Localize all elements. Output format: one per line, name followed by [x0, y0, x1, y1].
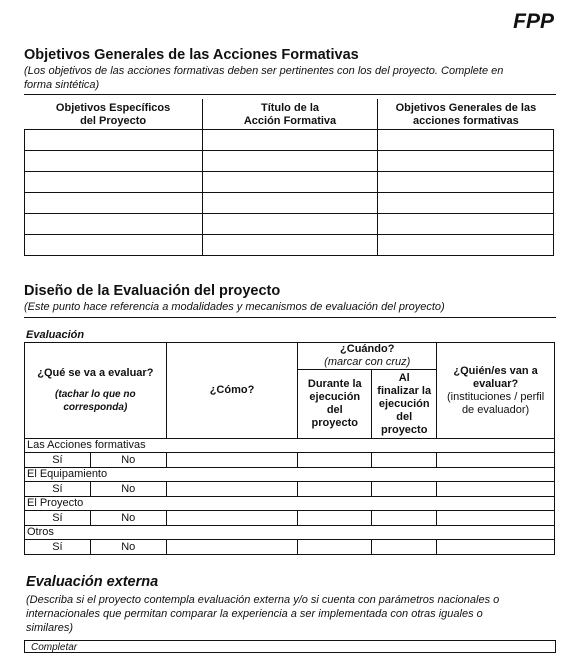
cell-input[interactable] [202, 151, 378, 172]
cell-input[interactable] [378, 193, 554, 214]
section2-rule [24, 317, 556, 318]
who-input[interactable] [437, 540, 555, 555]
cell-input[interactable] [202, 130, 378, 151]
cell-input[interactable] [25, 130, 203, 151]
end-checkbox[interactable] [372, 511, 437, 526]
table-row [25, 172, 554, 193]
end-checkbox[interactable] [372, 540, 437, 555]
item-label-project: El Proyecto [25, 497, 555, 511]
yes-option[interactable]: Sí [25, 540, 91, 555]
complete-field[interactable]: Completar [24, 640, 556, 653]
how-input[interactable] [166, 482, 298, 497]
section1-note-line2: forma sintética) [24, 79, 100, 91]
table-row [25, 235, 554, 256]
cell-input[interactable] [202, 235, 378, 256]
cell-input[interactable] [25, 172, 203, 193]
cell-input[interactable] [202, 193, 378, 214]
who-input[interactable] [437, 511, 555, 526]
item-label-others: Otros [25, 526, 555, 540]
section3-title: Evaluación externa [26, 574, 159, 590]
how-input[interactable] [166, 540, 298, 555]
during-checkbox[interactable] [298, 453, 372, 468]
how-header: ¿Cómo? [166, 343, 298, 439]
cell-input[interactable] [378, 235, 554, 256]
objectives-table [24, 99, 554, 256]
who-input[interactable] [437, 453, 555, 468]
table-row [25, 130, 554, 151]
no-option[interactable]: No [90, 453, 166, 468]
yes-option[interactable]: Sí [25, 482, 91, 497]
during-checkbox[interactable] [298, 482, 372, 497]
section2-note: (Este punto hace referencia a modalidades y mecanismos de evaluación del proyecto) [24, 301, 445, 313]
form-code: FPP [513, 10, 554, 33]
section1-rule [24, 94, 556, 95]
col-header-action-title: Título de la Acción Formativa [202, 99, 378, 130]
cell-input[interactable] [378, 214, 554, 235]
section1-note-line1: (Los objetivos de las acciones formativas deben ser pertinentes con los del proyecto. Complete en [24, 65, 504, 77]
col-header-specific-objectives: Objetivos Específicos del Proyecto [25, 99, 203, 130]
evaluation-label: Evaluación [26, 329, 85, 341]
end-checkbox[interactable] [372, 482, 437, 497]
when-header: ¿Cuándo? (marcar con cruz) [298, 343, 437, 370]
cell-input[interactable] [25, 151, 203, 172]
section3-note-line2: internacionales que permitan comparar la experiencia a ser implementada con otras iguales o [26, 608, 483, 620]
who-header: ¿Quién/es van a evaluar? (instituciones / perfil de evaluador) [437, 343, 555, 439]
what-header: ¿Qué se va a evaluar? (tachar lo que no corresponda) [25, 343, 167, 439]
evaluation-table [24, 342, 555, 555]
cell-input[interactable] [202, 214, 378, 235]
section3-note-line1: (Describa si el proyecto contempla evaluación externa y/o si cuenta con parámetros nacionales o [26, 594, 500, 606]
cell-input[interactable] [378, 151, 554, 172]
item-label-equipment: El Equipamiento [25, 468, 555, 482]
cell-input[interactable] [25, 214, 203, 235]
no-option[interactable]: No [90, 511, 166, 526]
no-option[interactable]: No [90, 482, 166, 497]
yes-option[interactable]: Sí [25, 453, 91, 468]
section3-note-line3: similares) [26, 622, 74, 634]
col-header-general-objectives: Objetivos Generales de las acciones formativas [378, 99, 554, 130]
section1-title: Objetivos Generales de las Acciones Formativas [24, 47, 359, 63]
when-end-header: Al finalizar la ejecución del proyecto [372, 370, 437, 439]
during-checkbox[interactable] [298, 540, 372, 555]
cell-input[interactable] [25, 193, 203, 214]
yes-option[interactable]: Sí [25, 511, 91, 526]
during-checkbox[interactable] [298, 511, 372, 526]
section2-title: Diseño de la Evaluación del proyecto [24, 283, 281, 299]
table-row [25, 151, 554, 172]
cell-input[interactable] [202, 172, 378, 193]
item-label-actions: Las Acciones formativas [25, 439, 555, 453]
table-row [25, 214, 554, 235]
when-during-header: Durante la ejecución del proyecto [298, 370, 372, 439]
table-row [25, 193, 554, 214]
how-input[interactable] [166, 453, 298, 468]
how-input[interactable] [166, 511, 298, 526]
who-input[interactable] [437, 482, 555, 497]
no-option[interactable]: No [90, 540, 166, 555]
end-checkbox[interactable] [372, 453, 437, 468]
cell-input[interactable] [378, 172, 554, 193]
cell-input[interactable] [378, 130, 554, 151]
cell-input[interactable] [25, 235, 203, 256]
